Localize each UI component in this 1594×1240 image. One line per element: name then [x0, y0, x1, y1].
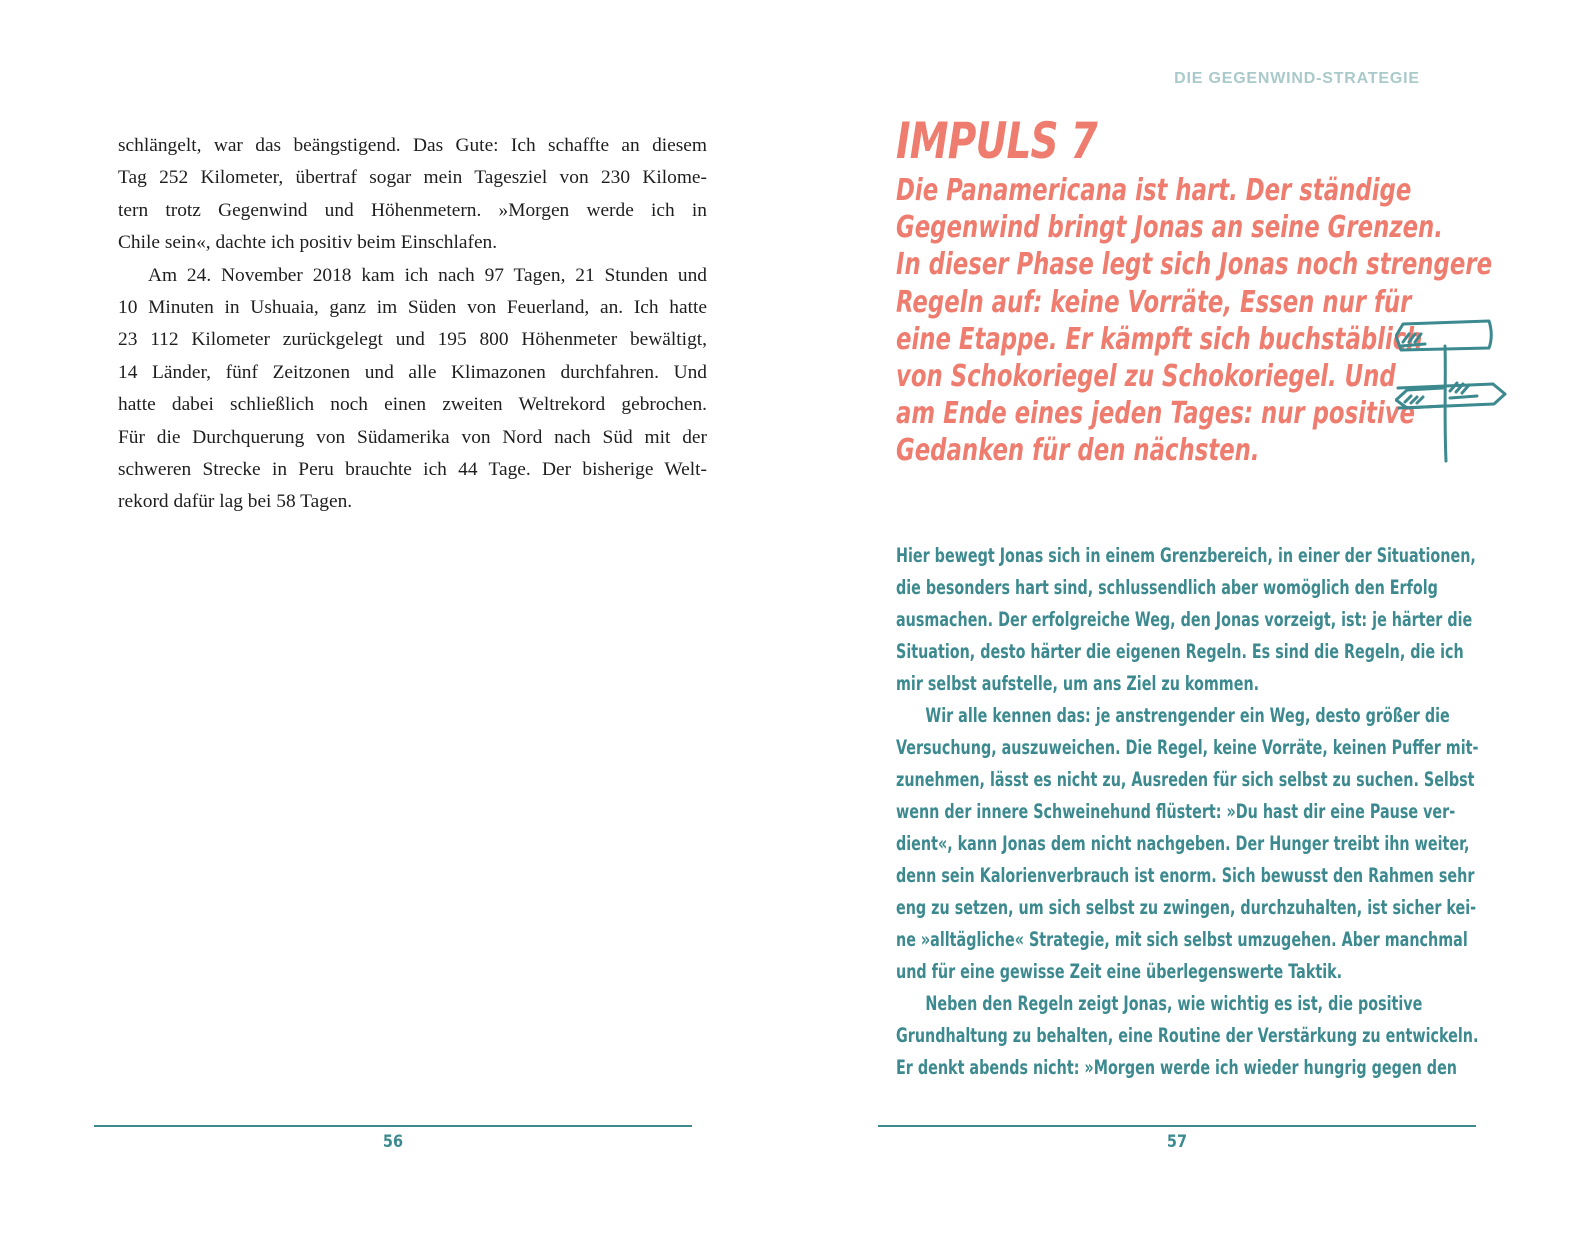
running-head: DIE GEGENWIND-STRATEGIE — [1174, 70, 1420, 87]
text-line: 14 Länder, fünf Zeitzonen und alle Klimazonen durchfahren. Und — [118, 361, 707, 383]
impuls-line: Gedanken für den nächsten. — [896, 433, 1260, 469]
text-line: Situation, desto härter die eigenen Regeln. Es sind die Regeln, die ich — [896, 640, 1464, 663]
impuls-line: Gegenwind bringt Jonas an seine Grenzen. — [896, 210, 1443, 246]
impuls-line: Regeln auf: keine Vorräte, Essen nur für — [896, 284, 1412, 320]
impuls-title: IMPULS 7 — [896, 112, 1097, 170]
footer-rule — [94, 1125, 692, 1127]
text-line: schweren Strecke in Peru brauchte ich 44 Tage. Der bisherige Welt- — [118, 459, 707, 481]
text-line: die besonders hart sind, schlussendlich aber womöglich den Erfolg — [896, 576, 1438, 599]
impuls-line: In dieser Phase legt sich Jonas noch strengere — [896, 247, 1493, 283]
text-line: Neben den Regeln zeigt Jonas, wie wichtig es ist, die positive — [925, 992, 1423, 1015]
text-line: eng zu setzen, um sich selbst zu zwingen, durchzuhalten, ist sicher kei- — [896, 896, 1477, 919]
left-body-text — [118, 130, 707, 519]
text-line: wenn der innere Schweinehund flüstert: »Du hast dir eine Pause ver- — [896, 800, 1456, 823]
impuls-line: Die Panamericana ist hart. Der ständige — [896, 173, 1412, 208]
paragraph — [118, 260, 707, 519]
impuls-line: am Ende eines jeden Tages: nur positive — [896, 396, 1416, 432]
page-number: 57 — [1166, 1132, 1188, 1152]
text-line: Wir alle kennen das: je anstrengender ein Weg, desto größer die — [925, 704, 1450, 727]
text-line: Chile sein«, dachte ich positiv beim Einschlafen. — [118, 232, 498, 254]
text-line: Am 24. November 2018 kam ich nach 97 Tagen, 21 Stunden und — [148, 264, 707, 286]
text-line: hatte dabei schließlich noch einen zweiten Weltrekord gebrochen. — [118, 394, 707, 416]
text-line: 10 Minuten in Ushuaia, ganz im Süden von Feuerland, an. Ich hatte — [118, 297, 707, 319]
text-line: Für die Durchquerung von Südamerika von Nord nach Süd mit der — [118, 426, 707, 448]
text-line: zunehmen, lässt es nicht zu, Ausreden für sich selbst zu suchen. Selbst — [896, 768, 1475, 791]
text-line: schlängelt, war das beängstigend. Das Gute: Ich schaffte an diesem — [118, 135, 707, 156]
text-line: Versuchung, auszuweichen. Die Regel, keine Vorräte, keinen Puffer mit- — [896, 736, 1479, 759]
text-line: ne »alltägliche« Strategie, mit sich selbst umzugehen. Aber manchmal — [896, 928, 1468, 951]
signpost-icon — [1395, 316, 1515, 470]
text-line: 23 112 Kilometer zurückgelegt und 195 800 Höhenmeter bewältigt, — [118, 329, 707, 351]
paragraph — [118, 130, 707, 260]
page-number: 56 — [382, 1132, 404, 1152]
right-body-text — [896, 540, 1480, 1084]
impuls-line: von Schokoriegel zu Schokoriegel. Und — [896, 359, 1396, 395]
text-line: Hier bewegt Jonas sich in einem Grenzbereich, in einer der Situationen, — [896, 544, 1476, 567]
right-page — [797, 0, 1594, 1240]
text-line: dient«, kann Jonas dem nicht nachgeben. Der Hunger treibt ihn weiter, — [896, 832, 1470, 855]
text-line: ausmachen. Der erfolgreiche Weg, den Jonas vorzeigt, ist: je härter die — [896, 608, 1473, 631]
text-line: mir selbst aufstelle, um ans Ziel zu kommen. — [896, 672, 1260, 695]
text-line: Er denkt abends nicht: »Morgen werde ich wieder hungrig gegen den — [896, 1056, 1458, 1079]
text-line: denn sein Kalorienverbrauch ist enorm. Sich bewusst den Rahmen sehr — [896, 864, 1475, 887]
text-line: Tag 252 Kilometer, übertraf sogar mein Tagesziel von 230 Kilome- — [118, 167, 707, 189]
text-line: und für eine gewisse Zeit eine überlegenswerte Taktik. — [896, 960, 1343, 983]
footer-rule — [878, 1125, 1476, 1127]
text-line: tern trotz Gegenwind und Höhenmetern. »Morgen werde ich in — [118, 199, 707, 221]
text-line: rekord dafür lag bei 58 Tagen. — [118, 491, 353, 513]
text-line: Grundhaltung zu behalten, eine Routine der Verstärkung zu entwickeln. — [896, 1024, 1479, 1047]
impuls-line: eine Etappe. Er kämpft sich buchstäblich — [896, 321, 1423, 357]
